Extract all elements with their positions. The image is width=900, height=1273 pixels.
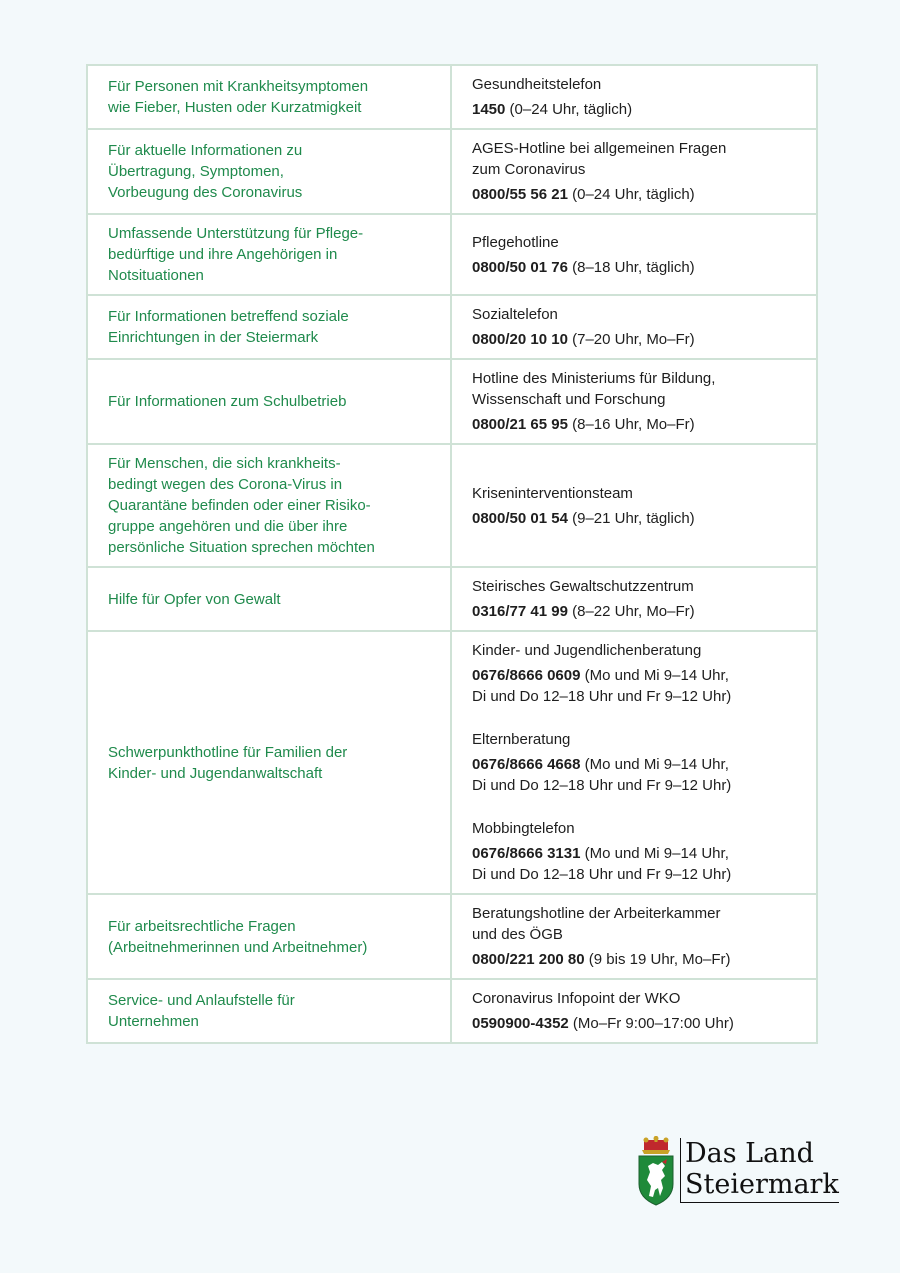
hotline-entry	[472, 74, 798, 120]
contact-cell	[451, 129, 817, 214]
opening-hours: (Mo–Fr 9:00–17:00 Uhr)	[568, 1015, 734, 1032]
topic-cell	[87, 631, 451, 894]
phone-number[interactable]: 0676/8666 0609	[472, 667, 581, 684]
topic-text: Schwerpunkthotline für Familien der Kinder- und Jugendanwaltschaft	[108, 743, 348, 782]
hotline-name: Gesundheitstelefon	[472, 76, 602, 93]
phone-line	[472, 1013, 798, 1034]
table-body	[87, 65, 817, 1043]
hotline-entry	[472, 576, 798, 622]
table-row	[87, 65, 817, 129]
topic-text: Für aktuelle Informationen zu Übertragung, Symptomen, Vorbeugung des Coronavirus	[108, 142, 303, 201]
topic-text: Für Personen mit Krankheitsymptomen wie Fieber, Husten oder Kurzatmigkeit	[108, 78, 369, 116]
hotline-name: Steirisches Gewaltschutzzentrum	[472, 578, 694, 595]
table-row	[87, 214, 817, 295]
opening-hours: (Mo und Mi 9–14 Uhr, Di und Do 12–18 Uhr und Fr 9–12 Uhr)	[472, 845, 732, 883]
topic-cell	[87, 129, 451, 214]
phone-number[interactable]: 0800/50 01 76	[472, 258, 568, 276]
hotline-name: Kinder- und Jugendlichenberatung	[472, 642, 702, 659]
hotline-entry	[472, 368, 798, 435]
hotline-name: Elternberatung	[472, 731, 571, 748]
phone-line	[472, 949, 798, 970]
phone-line	[472, 329, 798, 350]
topic-cell	[87, 444, 451, 567]
contact-cell	[451, 295, 817, 359]
contact-cell	[451, 894, 817, 979]
contact-cell	[451, 979, 817, 1043]
phone-number[interactable]: 0676/8666 3131	[472, 845, 581, 862]
phone-number[interactable]: 0590900-4352	[472, 1015, 569, 1032]
hotline-name: Sozialtelefon	[472, 306, 558, 323]
topic-text: Umfassende Unterstützung für Pflege- bedürftige und ihre Angehörigen in Notsituationen	[108, 225, 364, 284]
hotline-name: Coronavirus Infopoint der WKO	[472, 990, 681, 1007]
hotline-table	[86, 64, 818, 1044]
hotline-name: Hotline des Ministeriums für Bildung, Wissenschaft und Forschung	[472, 370, 716, 408]
phone-number[interactable]: 0676/8666 4668	[472, 756, 581, 773]
phone-line	[472, 601, 798, 622]
hotline-entry	[472, 818, 798, 885]
topic-text: Für Informationen betreffend soziale Einrichtungen in der Steiermark	[108, 308, 349, 346]
topic-cell	[87, 295, 451, 359]
phone-number[interactable]: 0800/221 200 80	[472, 951, 585, 968]
table-row	[87, 894, 817, 979]
table-row	[87, 444, 817, 567]
phone-line	[472, 508, 798, 529]
hotline-name: Mobbingtelefon	[472, 820, 575, 837]
table-row	[87, 631, 817, 894]
contact-cell	[451, 444, 817, 567]
opening-hours: (0–24 Uhr, täglich)	[505, 101, 633, 118]
phone-number[interactable]: 0316/77 41 99	[472, 603, 568, 620]
topic-cell	[87, 894, 451, 979]
hotline-name: Kriseninterventionsteam	[472, 484, 633, 502]
opening-hours: (9 bis 19 Uhr, Mo–Fr)	[584, 951, 731, 968]
phone-line	[472, 414, 798, 435]
das-land-steiermark-logo	[636, 1136, 839, 1208]
logo-wordmark: Das Land Steiermark	[680, 1138, 839, 1203]
hotline-name: Beratungshotline der Arbeiterkammer und des ÖGB	[472, 905, 721, 943]
opening-hours: (8–16 Uhr, Mo–Fr)	[567, 416, 695, 433]
hotline-entry	[472, 483, 798, 529]
phone-number[interactable]: 0800/21 65 95	[472, 416, 568, 433]
table-row	[87, 295, 817, 359]
hotline-entry	[472, 232, 798, 278]
topic-cell	[87, 359, 451, 444]
phone-line	[472, 257, 798, 278]
topic-text: Für Menschen, die sich krankheits- bedingt wegen des Corona-Virus in Quarantäne befinden oder einer Risiko- gruppe angehören und die über ihre persönliche Situation sprechen möchten	[108, 455, 375, 556]
opening-hours: (Mo und Mi 9–14 Uhr, Di und Do 12–18 Uhr und Fr 9–12 Uhr)	[472, 667, 732, 705]
styrian-panther-crest-icon	[636, 1136, 676, 1206]
table-row	[87, 129, 817, 214]
topic-cell	[87, 214, 451, 295]
contact-cell	[451, 214, 817, 295]
hotline-entry	[472, 640, 798, 707]
phone-line	[472, 99, 798, 120]
hotline-entry	[472, 988, 798, 1034]
phone-number[interactable]: 1450	[472, 101, 506, 118]
topic-cell	[87, 979, 451, 1043]
topic-text: Für arbeitsrechtliche Fragen (Arbeitnehmerinnen und Arbeitnehmer)	[108, 917, 368, 956]
phone-line	[472, 665, 798, 707]
topic-cell	[87, 567, 451, 631]
opening-hours: (9–21 Uhr, täglich)	[567, 509, 695, 527]
opening-hours: (0–24 Uhr, täglich)	[567, 186, 695, 203]
contact-cell	[451, 631, 817, 894]
contact-cell	[451, 567, 817, 631]
topic-text: Hilfe für Opfer von Gewalt	[108, 590, 281, 608]
hotline-entry	[472, 729, 798, 796]
hotline-name: AGES-Hotline bei allgemeinen Fragen zum Coronavirus	[472, 140, 727, 178]
table-row	[87, 359, 817, 444]
phone-line	[472, 843, 798, 885]
contact-cell	[451, 65, 817, 129]
hotline-entry	[472, 304, 798, 350]
phone-number[interactable]: 0800/55 56 21	[472, 186, 568, 203]
phone-number[interactable]: 0800/50 01 54	[472, 509, 568, 527]
hotline-entry	[472, 138, 798, 205]
opening-hours: (Mo und Mi 9–14 Uhr, Di und Do 12–18 Uhr und Fr 9–12 Uhr)	[472, 756, 732, 794]
opening-hours: (7–20 Uhr, Mo–Fr)	[567, 331, 695, 348]
topic-text: Für Informationen zum Schulbetrieb	[108, 393, 347, 410]
hotline-name: Pflegehotline	[472, 233, 559, 251]
phone-line	[472, 184, 798, 205]
opening-hours: (8–22 Uhr, Mo–Fr)	[567, 603, 695, 620]
table-row	[87, 567, 817, 631]
phone-line	[472, 754, 798, 796]
opening-hours: (8–18 Uhr, täglich)	[567, 258, 695, 276]
contact-cell	[451, 359, 817, 444]
phone-number[interactable]: 0800/20 10 10	[472, 331, 568, 348]
table-row	[87, 979, 817, 1043]
topic-cell	[87, 65, 451, 129]
topic-text: Service- und Anlaufstelle für Unternehmen	[108, 992, 295, 1030]
hotline-entry	[472, 903, 798, 970]
